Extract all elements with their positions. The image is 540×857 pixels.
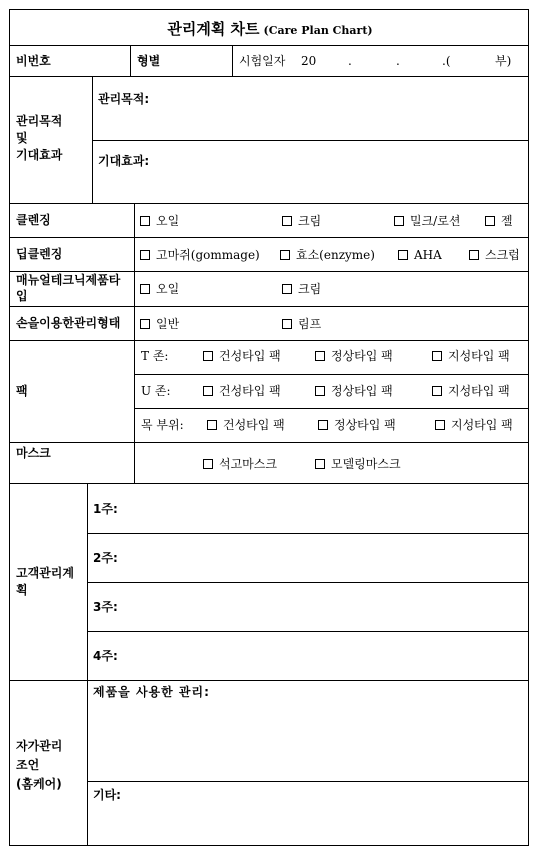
type-label: 형별 <box>137 54 161 68</box>
deep-cleansing-option-aha[interactable]: AHA <box>398 248 442 262</box>
hand-care-label: 손을이용한관리형태 <box>16 316 121 330</box>
mask-option-modeling[interactable]: 모델링마스크 <box>315 457 401 471</box>
checkbox[interactable] <box>394 216 404 226</box>
exam-date-year[interactable]: 20 <box>301 54 317 68</box>
divider <box>92 140 528 141</box>
divider <box>87 483 88 845</box>
checkbox[interactable] <box>315 459 325 469</box>
id-label: 비번호 <box>16 54 51 68</box>
checkbox[interactable] <box>315 386 325 396</box>
pack-neck-normal[interactable]: 정상타입 팩 <box>318 418 396 432</box>
deep-cleansing-label: 딥클렌징 <box>16 247 63 261</box>
divider <box>10 76 528 77</box>
divider <box>87 533 528 534</box>
cleansing-option-milk-lotion[interactable]: 밀크/로션 <box>394 214 460 228</box>
checkbox[interactable] <box>315 351 325 361</box>
divider <box>87 631 528 632</box>
checkbox[interactable] <box>203 351 213 361</box>
divider <box>87 781 528 782</box>
divider <box>87 582 528 583</box>
divider <box>134 408 528 409</box>
purpose-field[interactable]: 관리목적: <box>98 92 150 106</box>
divider <box>130 45 131 76</box>
pack-label: 팩 <box>16 384 28 398</box>
hand-care-option-general[interactable]: 일반 <box>140 317 179 331</box>
exam-date-dot: .( <box>442 54 451 68</box>
pack-t-oily[interactable]: 지성타입 팩 <box>432 349 510 363</box>
purpose-section-label: 관리목적 및 기대효과 <box>16 114 63 162</box>
effect-field[interactable]: 기대효과: <box>98 154 150 168</box>
home-care-label: 자가관리 조언 (홈케어) <box>16 739 63 791</box>
checkbox[interactable] <box>140 216 150 226</box>
divider <box>10 442 528 443</box>
week-3-field[interactable]: 3주: <box>93 600 118 614</box>
cleansing-option-oil[interactable]: 오일 <box>140 214 179 228</box>
divider <box>134 203 135 483</box>
checkbox[interactable] <box>282 319 292 329</box>
pack-area-u-zone: U 존: <box>141 384 171 398</box>
divider <box>134 374 528 375</box>
pack-area-t-zone: T 존: <box>141 349 169 363</box>
hand-care-option-lymph[interactable]: 림프 <box>282 317 321 331</box>
divider <box>92 76 93 203</box>
chart-title-main: 관리계획 차트 <box>167 20 260 38</box>
checkbox[interactable] <box>280 250 290 260</box>
cleansing-option-cream[interactable]: 크림 <box>282 214 321 228</box>
care-plan-chart <box>9 9 529 846</box>
divider <box>10 237 528 238</box>
client-plan-label: 고객관리계 획 <box>16 566 74 597</box>
pack-area-neck: 목 부위: <box>141 418 184 432</box>
checkbox[interactable] <box>282 284 292 294</box>
chart-title <box>10 20 530 40</box>
checkbox[interactable] <box>398 250 408 260</box>
divider <box>232 45 233 76</box>
home-care-product-field[interactable]: 제품을 사용한 관리: <box>93 685 210 699</box>
checkbox[interactable] <box>435 420 445 430</box>
manual-technique-label: 매뉴얼테크닉제품타 입 <box>16 273 121 303</box>
mask-option-plaster[interactable]: 석고마스크 <box>203 457 277 471</box>
checkbox[interactable] <box>282 216 292 226</box>
part-suffix: 부) <box>495 54 512 68</box>
divider <box>10 203 528 204</box>
week-1-field[interactable]: 1주: <box>93 502 118 516</box>
pack-t-normal[interactable]: 정상타입 팩 <box>315 349 393 363</box>
exam-date-label: 시험일자 <box>239 54 286 68</box>
checkbox[interactable] <box>140 319 150 329</box>
checkbox[interactable] <box>140 284 150 294</box>
divider <box>10 340 528 341</box>
exam-date-dot: . <box>396 54 400 68</box>
mask-label: 마스크 <box>16 446 51 460</box>
chart-title-sub: (Care Plan Chart) <box>263 24 373 37</box>
cleansing-label: 클렌징 <box>16 213 51 227</box>
week-2-field[interactable]: 2주: <box>93 551 118 565</box>
week-4-field[interactable]: 4주: <box>93 649 118 663</box>
pack-u-dry[interactable]: 건성타입 팩 <box>203 384 281 398</box>
checkbox[interactable] <box>140 250 150 260</box>
checkbox[interactable] <box>432 351 442 361</box>
pack-neck-dry[interactable]: 건성타입 팩 <box>207 418 285 432</box>
deep-cleansing-option-gommage[interactable]: 고마쥐(gommage) <box>140 248 260 262</box>
pack-u-normal[interactable]: 정상타입 팩 <box>315 384 393 398</box>
divider <box>10 45 528 46</box>
deep-cleansing-option-scrub[interactable]: 스크럽 <box>469 248 520 262</box>
manual-technique-option-oil[interactable]: 오일 <box>140 282 179 296</box>
pack-neck-oily[interactable]: 지성타입 팩 <box>435 418 513 432</box>
home-care-other-field[interactable]: 기타: <box>93 788 121 802</box>
divider <box>10 306 528 307</box>
checkbox[interactable] <box>432 386 442 396</box>
cleansing-option-gel[interactable]: 젤 <box>485 214 513 228</box>
pack-t-dry[interactable]: 건성타입 팩 <box>203 349 281 363</box>
checkbox[interactable] <box>485 216 495 226</box>
manual-technique-option-cream[interactable]: 크림 <box>282 282 321 296</box>
pack-u-oily[interactable]: 지성타입 팩 <box>432 384 510 398</box>
exam-date-dot: . <box>348 54 352 68</box>
deep-cleansing-option-enzyme[interactable]: 효소(enzyme) <box>280 248 375 262</box>
checkbox[interactable] <box>203 386 213 396</box>
checkbox[interactable] <box>203 459 213 469</box>
checkbox[interactable] <box>469 250 479 260</box>
checkbox[interactable] <box>207 420 217 430</box>
checkbox[interactable] <box>318 420 328 430</box>
